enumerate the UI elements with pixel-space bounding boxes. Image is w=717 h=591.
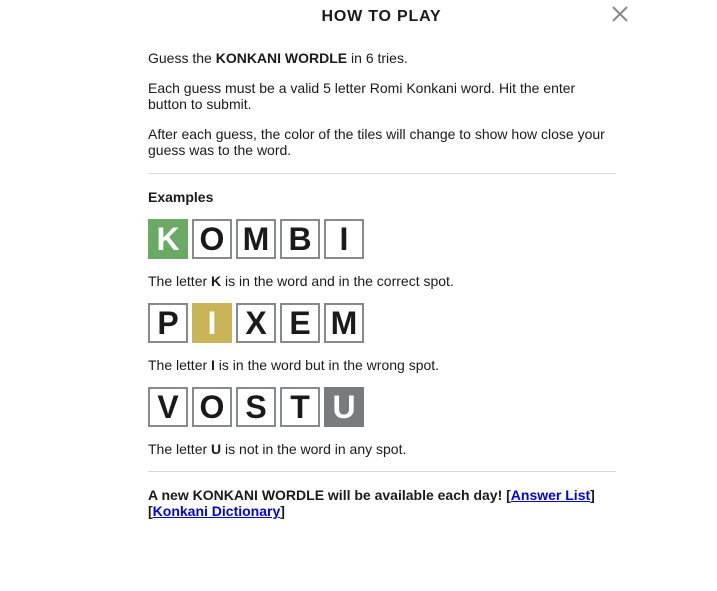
- intro-text: Guess the: [148, 50, 216, 66]
- footer-text: A new KONKANI WORDLE will be available each day!: [148, 487, 507, 503]
- explanation-text-end: is in the word and in the correct spot.: [221, 273, 454, 289]
- modal-title: HOW TO PLAY: [321, 8, 442, 25]
- answer-list-link[interactable]: Answer List: [510, 487, 591, 503]
- footer-note: [148, 487, 616, 519]
- tile-present: I: [192, 303, 232, 343]
- example-explanation: [148, 273, 616, 289]
- tile: X: [236, 303, 276, 343]
- tile: O: [192, 387, 232, 427]
- intro-line-valid-word: Each guess must be a valid 5 letter Romi Konkani word. Hit the enter button to submit.: [148, 80, 576, 112]
- tile: V: [148, 387, 188, 427]
- explanation-letter: I: [211, 357, 215, 373]
- bracket-close: ]: [590, 487, 595, 503]
- explanation-text: The letter: [148, 441, 212, 457]
- bracket-open: [: [506, 487, 511, 503]
- bracket-close: ]: [280, 503, 285, 519]
- tile: O: [192, 219, 232, 259]
- tile: I: [324, 219, 364, 259]
- modal-header: [0, 0, 717, 34]
- divider: [148, 173, 616, 174]
- close-button[interactable]: [610, 4, 630, 24]
- tile: T: [280, 387, 320, 427]
- examples-list: [148, 219, 616, 457]
- konkani-dictionary-link[interactable]: Konkani Dictionary: [152, 503, 281, 519]
- example-word-row: [148, 387, 616, 427]
- examples-title: Examples: [148, 189, 214, 205]
- example-word-row: [148, 219, 616, 259]
- tile: E: [280, 303, 320, 343]
- intro-line-colors: After each guess, the color of the tiles will change to show how close your guess was to the word.: [148, 126, 605, 158]
- intro-line-tries: [148, 50, 616, 66]
- tile: M: [324, 303, 364, 343]
- explanation-text-end: is not in the word in any spot.: [221, 441, 407, 457]
- explanation-text-end: is in the word but in the wrong spot.: [214, 357, 440, 373]
- tile-absent: U: [324, 387, 364, 427]
- example-explanation: [148, 357, 616, 373]
- example-word-row: [148, 303, 616, 343]
- explanation-letter: K: [211, 273, 222, 289]
- explanation-letter: U: [211, 441, 222, 457]
- explanation-text: The letter: [148, 357, 212, 373]
- explanation-text: The letter: [148, 273, 212, 289]
- tile-correct: K: [148, 219, 188, 259]
- example-explanation: [148, 441, 616, 457]
- intro-game-name: KONKANI WORDLE: [215, 50, 348, 66]
- bracket-open: [: [148, 503, 153, 519]
- intro-text-end: in 6 tries.: [347, 50, 408, 66]
- close-icon: [610, 4, 630, 24]
- tile: P: [148, 303, 188, 343]
- tile: S: [236, 387, 276, 427]
- divider: [148, 471, 616, 472]
- tile: B: [280, 219, 320, 259]
- modal-content: [148, 50, 616, 533]
- tile: M: [236, 219, 276, 259]
